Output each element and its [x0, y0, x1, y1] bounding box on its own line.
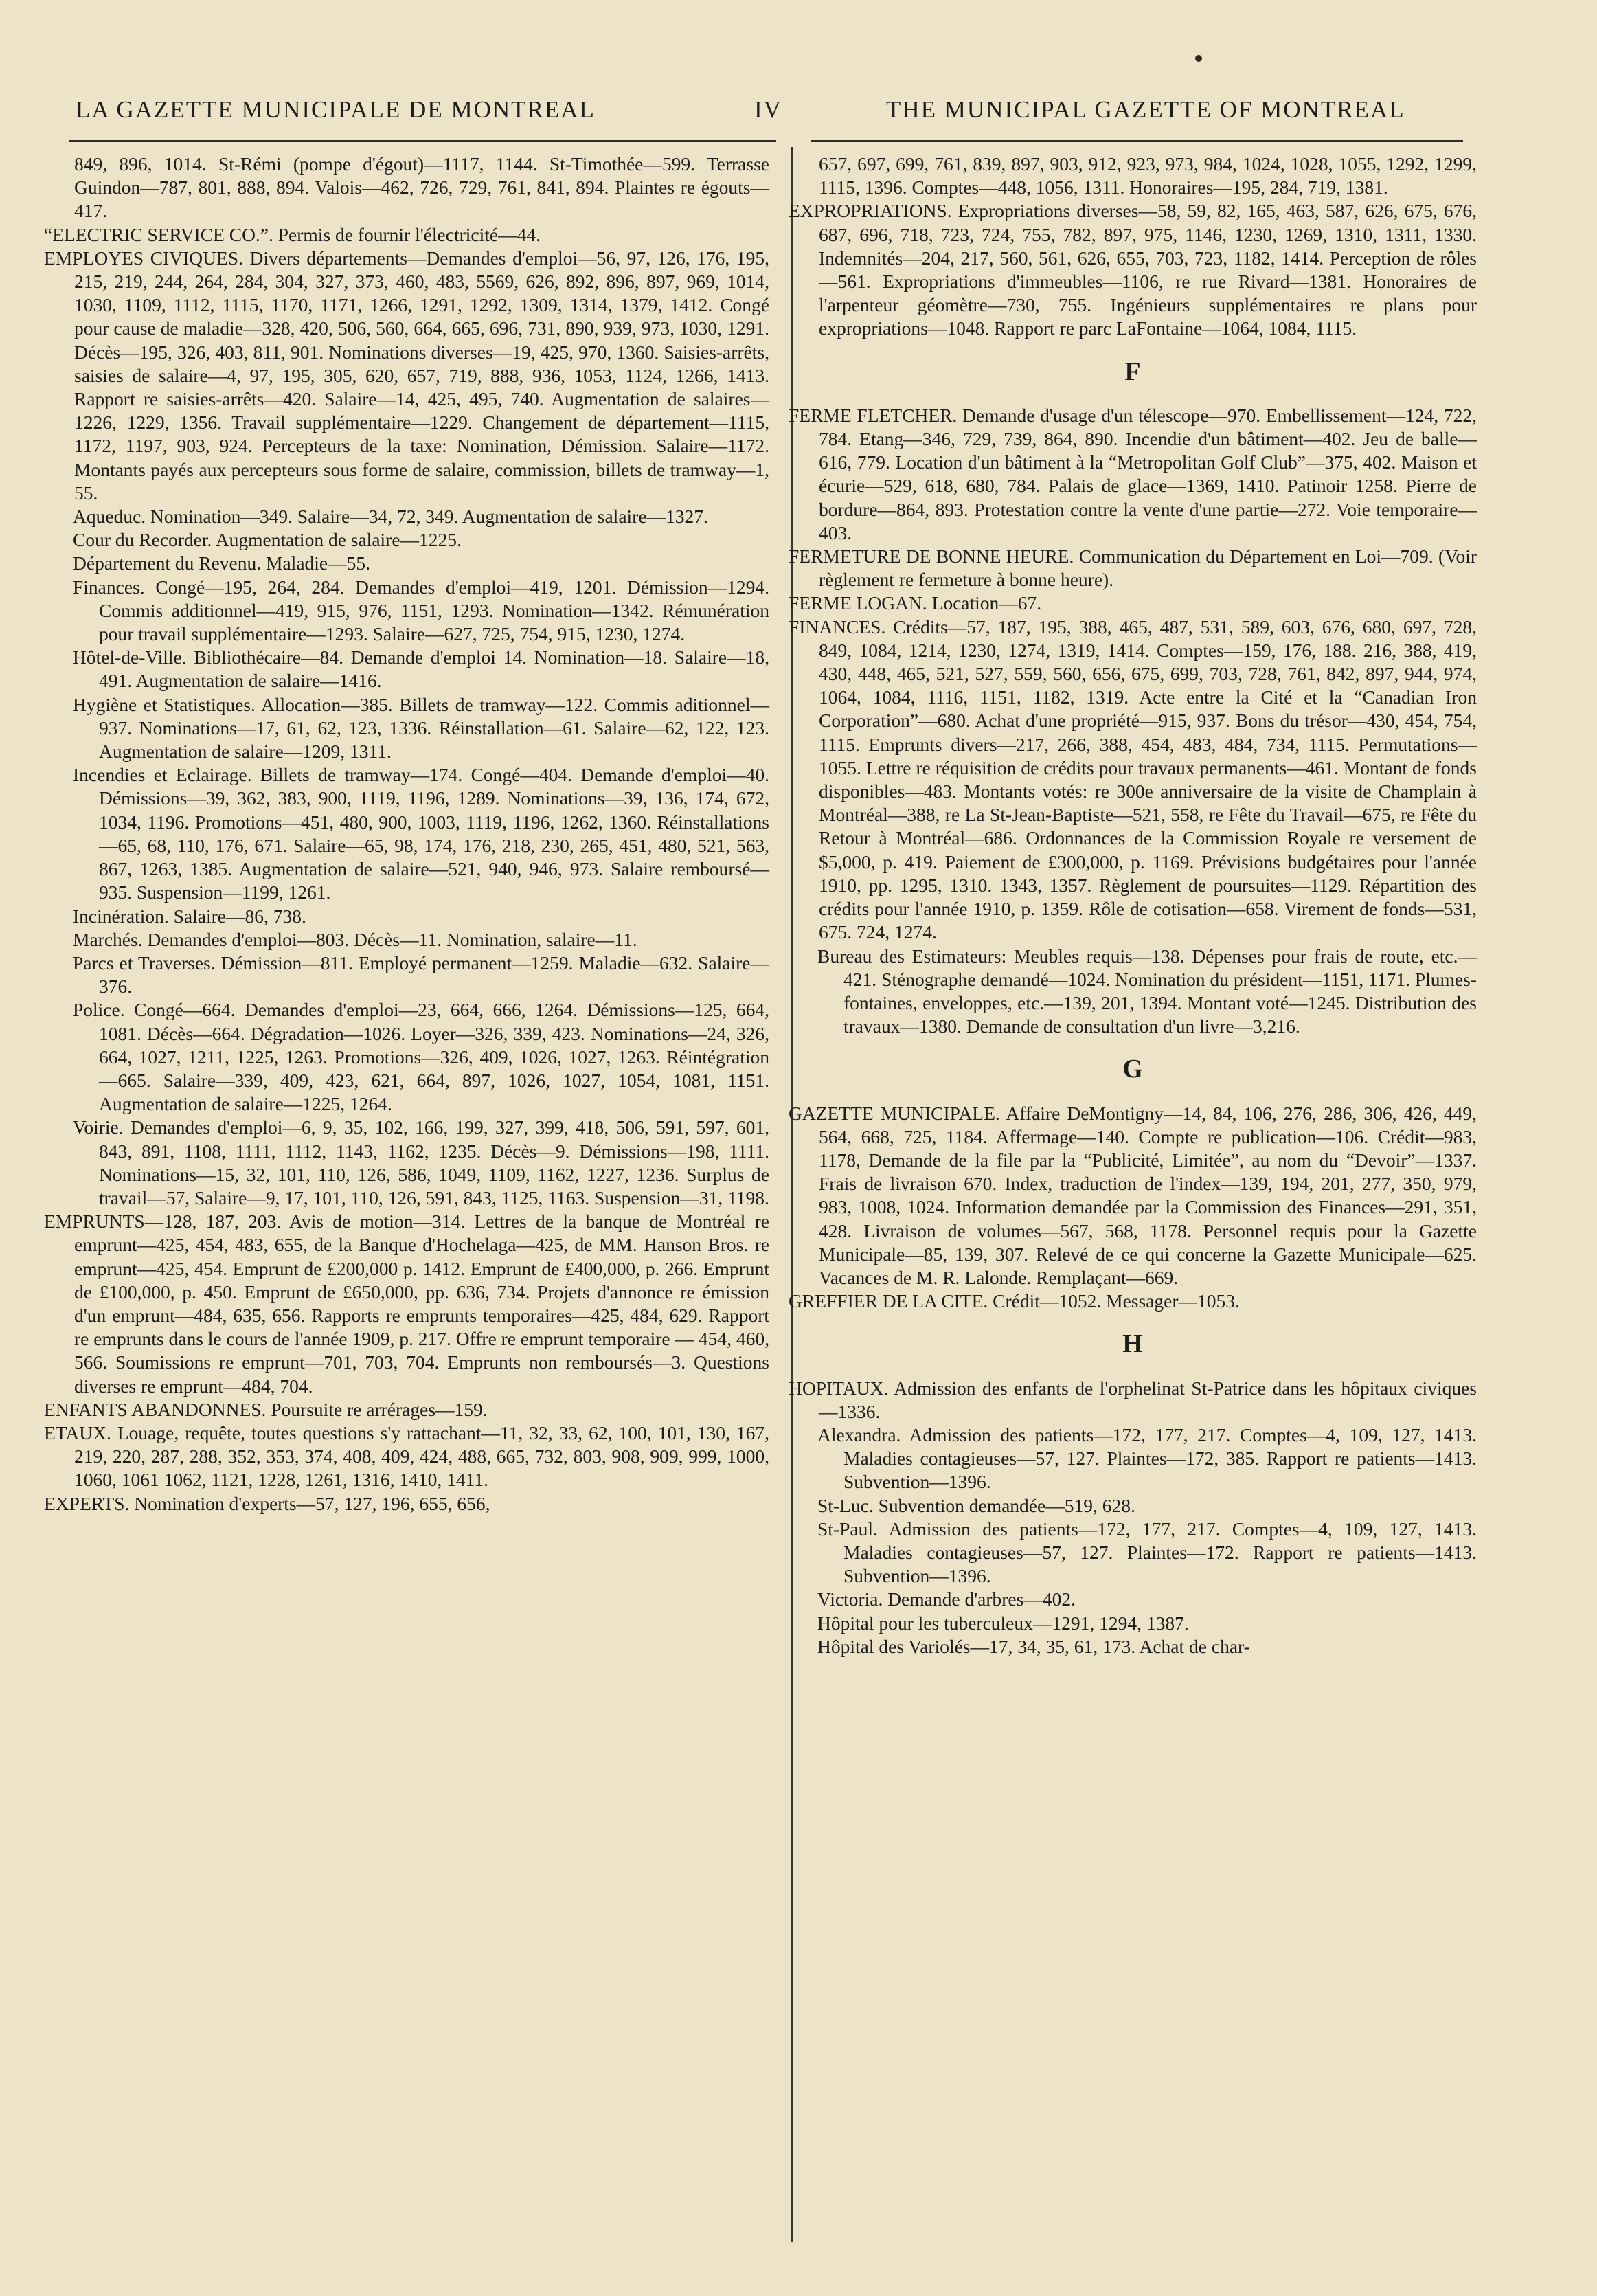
index-subentry: St-Paul. Admission des patients—172, 177, 217. Comptes—4, 109, 127, 1413. Maladies contagieuses—57, 127. Plaintes—172. Rapport re patients—1413. Subvention—1396. [817, 1518, 1477, 1587]
index-entry: FERME LOGAN. Location—67. [789, 592, 1042, 614]
section-letter: H [1122, 1329, 1143, 1359]
ink-spot [1195, 55, 1202, 62]
index-subentry: Police. Congé—664. Demandes d'emploi—23, 664, 666, 1264. Démissions—125, 664, 1081. Décès—664. Dégradation—1026. Loyer—326, 339, 423. Nominations—24, 326, 664, 1027, 1211, 1225, 1263. Promotions—326, 409, 1026, 1027, 1263. Réintégration—665. Salaire—339, 409, 423, 621, 664, 897, 1026, 1027, 1054, 1081, 1151. Augmentation de salaire—1225, 1264. [73, 999, 769, 1115]
index-subentry: Finances. Congé—195, 264, 284. Demandes d'emploi—419, 1201. Démission—1294. Commis additionnel—419, 915, 976, 1151, 1293. Nomination—1342. Rémunération pour travail supplémentaire—1293. Salaire—627, 725, 754, 915, 1230, 1274. [73, 576, 769, 645]
index-entry: GAZETTE MUNICIPALE. Affaire DeMontigny—14, 84, 106, 276, 286, 306, 426, 449, 564, 668, 725, 1184. Affermage—140. Compte re publication—106. Crédit—983, 1178, Demande de la file par la “Publicité, Limitée”, au nom du “Devoir”—1337. Frais de livraison 670. Index, traduction de l'index—139, 194, 201, 277, 350, 979, 983, 1008, 1024. Information demandée par la Commission des Finances—291, 351, 428. Livraison de volumes—567, 568, 1178. Personnel requis pour la Gazette Municipale—85, 139, 307. Relevé de ce qui concerne la Gazette Municipale—625. Vacances de M. R. Lalonde. Remplaçant—669. [789, 1102, 1477, 1288]
index-subentry: Aqueduc. Nomination—349. Salaire—34, 72, 349. Augmentation de salaire—1327. [73, 506, 708, 528]
index-subentry: Cour du Recorder. Augmentation de salaire—1225. [73, 529, 462, 551]
index-subentry: Alexandra. Admission des patients—172, 177, 217. Comptes—4, 109, 127, 1413. Maladies contagieuses—57, 127. Plaintes—172, 385. Rapport re patients—1413. Subvention—1396. [817, 1423, 1477, 1493]
index-subentry: Département du Revenu. Maladie—55. [73, 552, 370, 574]
index-entry: HOPITAUX. Admission des enfants de l'orphelinat St-Patrice dans les hôpitaux civiques—1336. [789, 1377, 1477, 1422]
page-number: IV [754, 96, 782, 123]
index-entry: 849, 896, 1014. St-Rémi (pompe d'égout)—1117, 1144. St-Timothée—599. Terrasse Guindon—787, 801, 888, 894. Valois—462, 726, 729, 761, 841, 894. Plaintes re égouts—417. [74, 153, 769, 222]
index-subentry: St-Luc. Subvention demandée—519, 628. [817, 1494, 1135, 1516]
header-french-title: LA GAZETTE MUNICIPALE DE MONTREAL [76, 96, 596, 123]
index-subentry: Parcs et Traverses. Démission—811. Employé permanent—1259. Maladie—632. Salaire—376. [73, 952, 769, 998]
index-entry: FERME FLETCHER. Demande d'usage d'un télescope—970. Embellissement—124, 722, 784. Etang—346, 729, 739, 864, 890. Incendie d'un bâtiment—402. Jeu de balle—616, 779. Location d'un bâtiment à la “Metropolitan Golf Club”—375, 402. Maison et écurie—529, 618, 680, 784. Palais de glace—1369, 1410. Patinoir 1258. Pierre de bordure—864, 893. Protestation contre la vente d'une partie—272. Voie temporaire—403. [789, 404, 1477, 543]
index-subentry: Victoria. Demande d'arbres—402. [817, 1588, 1076, 1610]
index-entry: FINANCES. Crédits—57, 187, 195, 388, 465, 487, 531, 589, 603, 676, 680, 697, 728, 849, 1084, 1214, 1230, 1274, 1319, 1414. Comptes—159, 176, 188. 216, 388, 419, 430, 448, 465, 521, 527, 559, 560, 656, 675, 699, 703, 728, 761, 842, 897, 944, 974, 1064, 1084, 1116, 1151, 1182, 1319. Acte entre la Cité et la “Canadian Iron Corporation”—680. Achat d'une propriété—915, 937. Bons du trésor—430, 454, 754, 1115. Emprunts divers—217, 266, 388, 454, 483, 484, 734, 1115. Permutations—1055. Lettre re réquisition de crédits pour travaux permanents—461. Montant de fonds disponibles—483. Montants votés: re 300e anniversaire de la visite de Champlain à Montréal—388, re La St-Jean-Baptiste—521, 558, re Fête du Travail—675, re Fête du Retour à Montréal—686. Ordonnances de la Commission Royale re versement de $5,000, p. 419. Paiement de £300,000, p. 1169. Prévisions budgétaires pour l'année 1910, pp. 1295, 1310. 1343, 1357. Règlement de poursuites—1129. Répartition des crédits pour l'année 1910, p. 1359. Rôle de cotisation—658. Virement de fonds—531, 675. 724, 1274. [789, 616, 1477, 943]
header-rule-right [811, 140, 1463, 142]
index-entry: EMPRUNTS—128, 187, 203. Avis de motion—314. Lettres de la banque de Montréal re emprunt—425, 454, 483, 655, de la Banque d'Hochelaga—425, de MM. Hanson Bros. re emprunt—425, 454. Emprunt de £200,000 p. 1412. Emprunt de £400,000, p. 266. Emprunt de £100,000, p. 450. Emprunt de £650,000, pp. 636, 734. Projets d'annonce re émission d'un emprunt—484, 635, 656. Rapports re emprunts temporaires—425, 484, 629. Rapport re emprunts dans le cours de l'année 1909, p. 217. Offre re emprunt temporaire — 454, 460, 566. Soumissions re emprunt—701, 703, 704. Emprunts non remboursés—3. Questions diverses re emprunt—484, 704. [44, 1211, 769, 1397]
index-entry: 657, 697, 699, 761, 839, 897, 903, 912, 923, 973, 984, 1024, 1028, 1055, 1292, 1299, 1115, 1396. Comptes—448, 1056, 1311. Honoraires—195, 284, 719, 1381. [819, 153, 1477, 199]
index-entry: FERMETURE DE BONNE HEURE. Communication du Département en Loi—709. (Voir règlement re fermeture à bonne heure). [789, 545, 1477, 591]
section-letter: F [1124, 357, 1141, 386]
index-subentry: Hôpital des Variolés—17, 34, 35, 61, 173. Achat de char- [817, 1635, 1250, 1657]
index-subentry: Hôtel-de-Ville. Bibliothécaire—84. Demande d'emploi 14. Nomination—18. Salaire—18, 491. Augmentation de salaire—1416. [73, 646, 769, 692]
index-entry: GREFFIER DE LA CITE. Crédit—1052. Messager—1053. [789, 1290, 1240, 1312]
index-entry: EMPLOYES CIVIQUES. Divers départements—Demandes d'emploi—56, 97, 126, 176, 195, 215, 219, 244, 264, 284, 304, 327, 373, 460, 483, 5569, 626, 892, 896, 897, 969, 1014, 1030, 1109, 1112, 1115, 1170, 1171, 1266, 1291, 1292, 1309, 1314, 1379, 1412. Congé pour cause de maladie—328, 420, 506, 560, 664, 665, 696, 731, 890, 939, 973, 1030, 1291. Décès—195, 326, 403, 811, 901. Nominations diverses—19, 425, 970, 1360. Saisies-arrêts, saisies de salaire—4, 97, 195, 305, 620, 657, 719, 888, 936, 1053, 1124, 1266, 1413. Rapport re saisies-arrêts—420. Salaire—14, 425, 495, 740. Augmentation de salaires—1226, 1229, 1356. Travail supplémentaire—1229. Changement de département—1115, 1172, 1197, 903, 924. Percepteurs de la taxe: Nomination, Démission. Salaire—1172. Montants payés aux percepteurs sous forme de salaire, commission, billets de tramway—1, 55. [44, 247, 769, 504]
header-english-title: THE MUNICIPAL GAZETTE OF MONTREAL [886, 96, 1405, 123]
index-entry: EXPROPRIATIONS. Expropriations diverses—58, 59, 82, 165, 463, 587, 626, 675, 676, 687, 696, 718, 723, 724, 755, 782, 897, 975, 1146, 1230, 1269, 1310, 1311, 1330. Indemnités—204, 217, 560, 561, 626, 655, 703, 723, 1182, 1414. Perception de rôles—561. Expropriations d'immeubles—1106, re rue Rivard—1381. Honoraires de l'arpenteur géomètre—730, 755. Ingénieurs supplémentaires re plans pour expropriations—1048. Rapport re parc LaFontaine—1064, 1084, 1115. [789, 200, 1477, 339]
index-subentry: Hygiène et Statistiques. Allocation—385. Billets de tramway—122. Commis aditionnel—937. Nominations—17, 61, 62, 123, 1336. Réinstallation—61. Salaire—62, 122, 123. Augmentation de salaire—1209, 1311. [73, 693, 769, 763]
index-subentry: Marchés. Demandes d'emploi—803. Décès—11. Nomination, salaire—11. [73, 928, 637, 950]
index-subentry: Incendies et Eclairage. Billets de tramway—174. Congé—404. Demande d'emploi—40. Démissions—39, 362, 383, 900, 1119, 1196, 1289. Nominations—39, 136, 174, 672, 1034, 1196. Promotions—451, 480, 900, 1003, 1119, 1196, 1262, 1360. Réinstallations—65, 68, 110, 176, 671. Salaire—65, 98, 174, 176, 218, 230, 265, 451, 480, 521, 563, 867, 1263, 1385. Augmentation de salaire—521, 940, 946, 973. Salaire remboursé—935. Suspension—1199, 1261. [73, 764, 769, 903]
index-column-left [44, 153, 769, 1516]
index-entry: ENFANTS ABANDONNES. Poursuite re arrérages—159. [44, 1398, 488, 1420]
header-rule-left [69, 140, 776, 142]
index-subentry: Voirie. Demandes d'emploi—6, 9, 35, 102, 166, 199, 327, 399, 418, 506, 591, 597, 601, 843, 891, 1108, 1111, 1112, 1143, 1162, 1235. Décès—9. Démissions—198, 1111. Nominations—15, 32, 101, 110, 126, 586, 1049, 1109, 1162, 1227, 1236. Surplus de travail—57, Salaire—9, 17, 101, 110, 126, 591, 843, 1125, 1163. Suspension—31, 1198. [73, 1116, 769, 1208]
section-letter: G [1122, 1055, 1143, 1084]
index-subentry: Bureau des Estimateurs: Meubles requis—138. Dépenses pour frais de route, etc.—421. Sténographe demandé—1024. Nomination du président—1151, 1171. Plumes-fontaines, enveloppes, etc.—139, 201, 1394. Montant voté—1245. Distribution des travaux—1380. Demande de consultation d'un livre—3,216. [817, 945, 1477, 1037]
index-subentry: Incinération. Salaire—86, 738. [73, 905, 306, 927]
index-entry: ETAUX. Louage, requête, toutes questions s'y rattachant—11, 32, 33, 62, 100, 101, 130, 167, 219, 220, 287, 288, 352, 353, 374, 408, 409, 424, 488, 665, 732, 803, 908, 909, 999, 1000, 1060, 1061 1062, 1121, 1228, 1261, 1316, 1410, 1411. [44, 1421, 769, 1491]
index-subentry: Hôpital pour les tuberculeux—1291, 1294, 1387. [817, 1612, 1189, 1634]
index-entry: “ELECTRIC SERVICE CO.”. Permis de fournir l'électricité—44. [44, 223, 541, 245]
index-column-right [789, 153, 1477, 1658]
index-entry: EXPERTS. Nomination d'experts—57, 127, 196, 655, 656, [44, 1492, 490, 1514]
